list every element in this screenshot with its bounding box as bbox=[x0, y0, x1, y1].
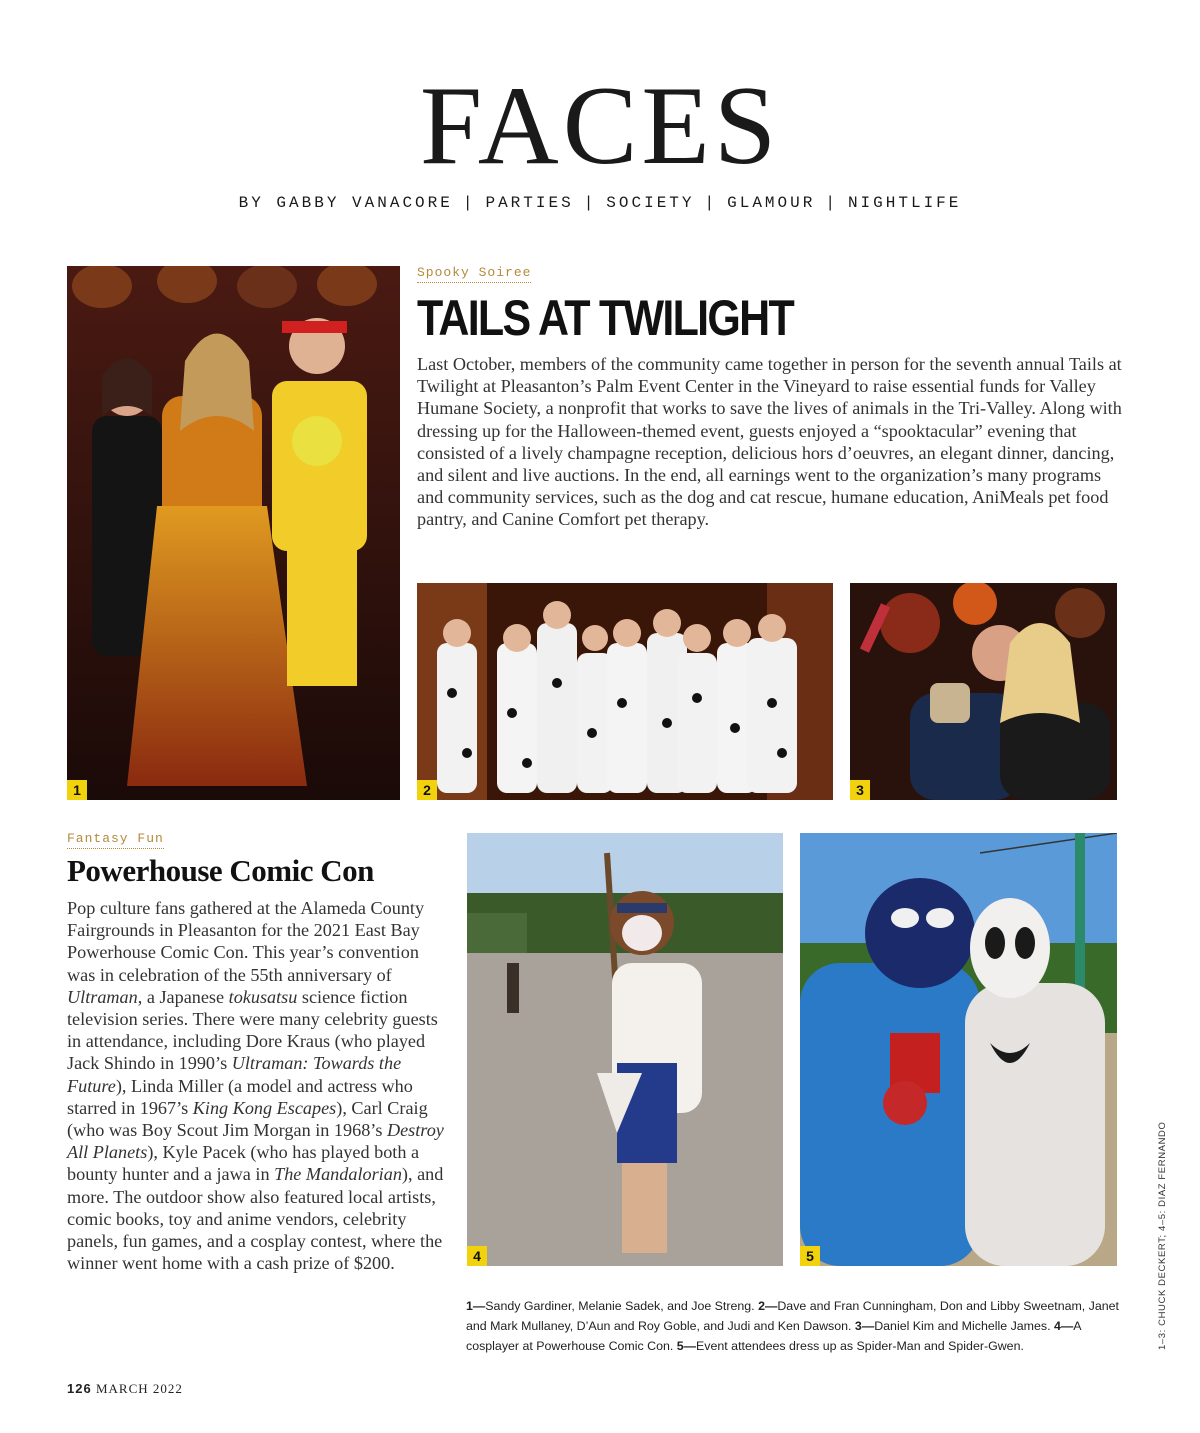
photo-5-image bbox=[800, 833, 1117, 1266]
page-number: 126 bbox=[67, 1381, 92, 1396]
body-text: ), Kyle Pacek (who has played both a bounty hunter and a jawa in bbox=[67, 1142, 420, 1185]
italic-title: The Mandalorian bbox=[274, 1164, 402, 1185]
nav-separator: | bbox=[704, 194, 718, 212]
nav-item-nightlife[interactable]: NIGHTLIFE bbox=[847, 194, 962, 212]
nav-item-parties[interactable]: PARTIES bbox=[485, 194, 574, 212]
byline: BY GABBY VANACORE bbox=[238, 194, 453, 212]
issue-date: MARCH 2022 bbox=[95, 1381, 183, 1396]
caption-text: Dave and Fran Cunningham, Don and Libby Sweetnam, Janet and Mark Mullaney, D’Aun and Roy Goble, and Judi and Ken Dawson. bbox=[466, 1299, 1119, 1333]
story1-body: Last October, members of the community came together in person for the seventh annual Tails at Twilight at Pleasanton’s Palm Event Center in the Vineyard to raise essential funds for Valley Humane Society, a nonprofit that works to save the lives of animals in the Tri-Valley. Along with dressing up for the Halloween-themed event, guests enjoyed a “spooktacular” evening that consisted of a lively champagne reception, delicious hors d’oeuvres, an elegant dinner, dancing, and silent and live auctions. In the end, all earnings went to the organization’s many programs and community services, such as the dog and cat rescue, humane education, AniMeals pet food pantry, and Canine Comfort pet therapy. bbox=[417, 354, 1122, 530]
body-text: Pop culture fans gathered at the Alameda County Fairgrounds in Pleasanton for the 2021 East Bay Powerhouse Comic Con. This year’s convention was in celebration of the 55th anniversary of bbox=[67, 898, 425, 985]
italic-title: tokusatsu bbox=[228, 986, 298, 1007]
nav-separator: | bbox=[825, 194, 838, 212]
photo-2-image bbox=[417, 583, 833, 800]
caption-number: 5— bbox=[676, 1339, 697, 1353]
photo-1-image bbox=[67, 266, 400, 800]
photo-number-badge: 2 bbox=[417, 780, 437, 800]
caption-number: 3— bbox=[854, 1319, 875, 1333]
italic-title: Destroy All Planets bbox=[67, 1120, 444, 1163]
magazine-section-title: FACES bbox=[419, 64, 781, 188]
italic-title: Ultraman: Towards the Future bbox=[67, 1053, 402, 1096]
caption-text: A cosplayer at Powerhouse Comic Con. bbox=[466, 1319, 1081, 1353]
italic-title: Ultraman bbox=[67, 986, 138, 1007]
body-text: ), Carl Craig (who was Boy Scout Jim Morgan in 1968’s bbox=[67, 1097, 428, 1141]
story1-kicker: Spooky Soiree bbox=[417, 265, 531, 283]
photo-1 bbox=[67, 266, 400, 800]
caption-number: 4— bbox=[1053, 1319, 1074, 1333]
body-text: ), and more. The outdoor show also featured local artists, comic books, toy and anime vendors, celebrity panels, fun games, and a cosplay contest, where the winner went home with a cash prize of $200. bbox=[67, 1164, 444, 1274]
caption-text: Sandy Gardiner, Melanie Sadek, and Joe Streng. bbox=[485, 1299, 759, 1313]
photo-number-badge: 3 bbox=[850, 780, 870, 800]
body-text: ), Linda Miller (a model and actress who starred in 1967’s bbox=[67, 1075, 413, 1118]
photo-3-image bbox=[850, 583, 1117, 800]
italic-title: King Kong Escapes bbox=[192, 1097, 337, 1118]
photo-captions bbox=[466, 1296, 1126, 1356]
page-folio bbox=[67, 1381, 183, 1397]
photo-number-badge: 5 bbox=[800, 1246, 820, 1266]
story2-body bbox=[67, 897, 445, 1274]
photo-credit: 1–3: CHUCK DECKERT; 4–5: DIAZ FERNANDO bbox=[1157, 1121, 1168, 1350]
caption-number: 2— bbox=[758, 1299, 778, 1313]
nav-separator: | bbox=[583, 194, 597, 212]
story2-headline: Powerhouse Comic Con bbox=[67, 853, 374, 888]
photo-2 bbox=[417, 583, 833, 800]
photo-5 bbox=[800, 833, 1117, 1266]
story2-kicker: Fantasy Fun bbox=[67, 831, 164, 849]
caption-number: 1— bbox=[466, 1299, 486, 1313]
photo-4-image bbox=[467, 833, 783, 1266]
nav-item-glamour[interactable]: GLAMOUR bbox=[727, 194, 816, 212]
nav-item-society[interactable]: SOCIETY bbox=[606, 194, 695, 212]
photo-number-badge: 1 bbox=[67, 780, 87, 800]
body-text: , a Japanese bbox=[137, 986, 229, 1007]
body-text: science fiction television series. There were many celebrity guests in attendance, including Dore Kraus (who played Jack Shindo in 1990’s bbox=[67, 986, 438, 1074]
caption-text: Daniel Kim and Michelle James. bbox=[874, 1319, 1054, 1333]
section-nav bbox=[0, 194, 1200, 212]
caption-text: Event attendees dress up as Spider-Man and Spider-Gwen. bbox=[696, 1339, 1024, 1353]
photo-3 bbox=[850, 583, 1117, 800]
photo-number-badge: 4 bbox=[467, 1246, 487, 1266]
nav-separator: | bbox=[462, 194, 476, 212]
photo-4 bbox=[467, 833, 783, 1266]
story1-headline: TAILS AT TWILIGHT bbox=[417, 290, 793, 346]
